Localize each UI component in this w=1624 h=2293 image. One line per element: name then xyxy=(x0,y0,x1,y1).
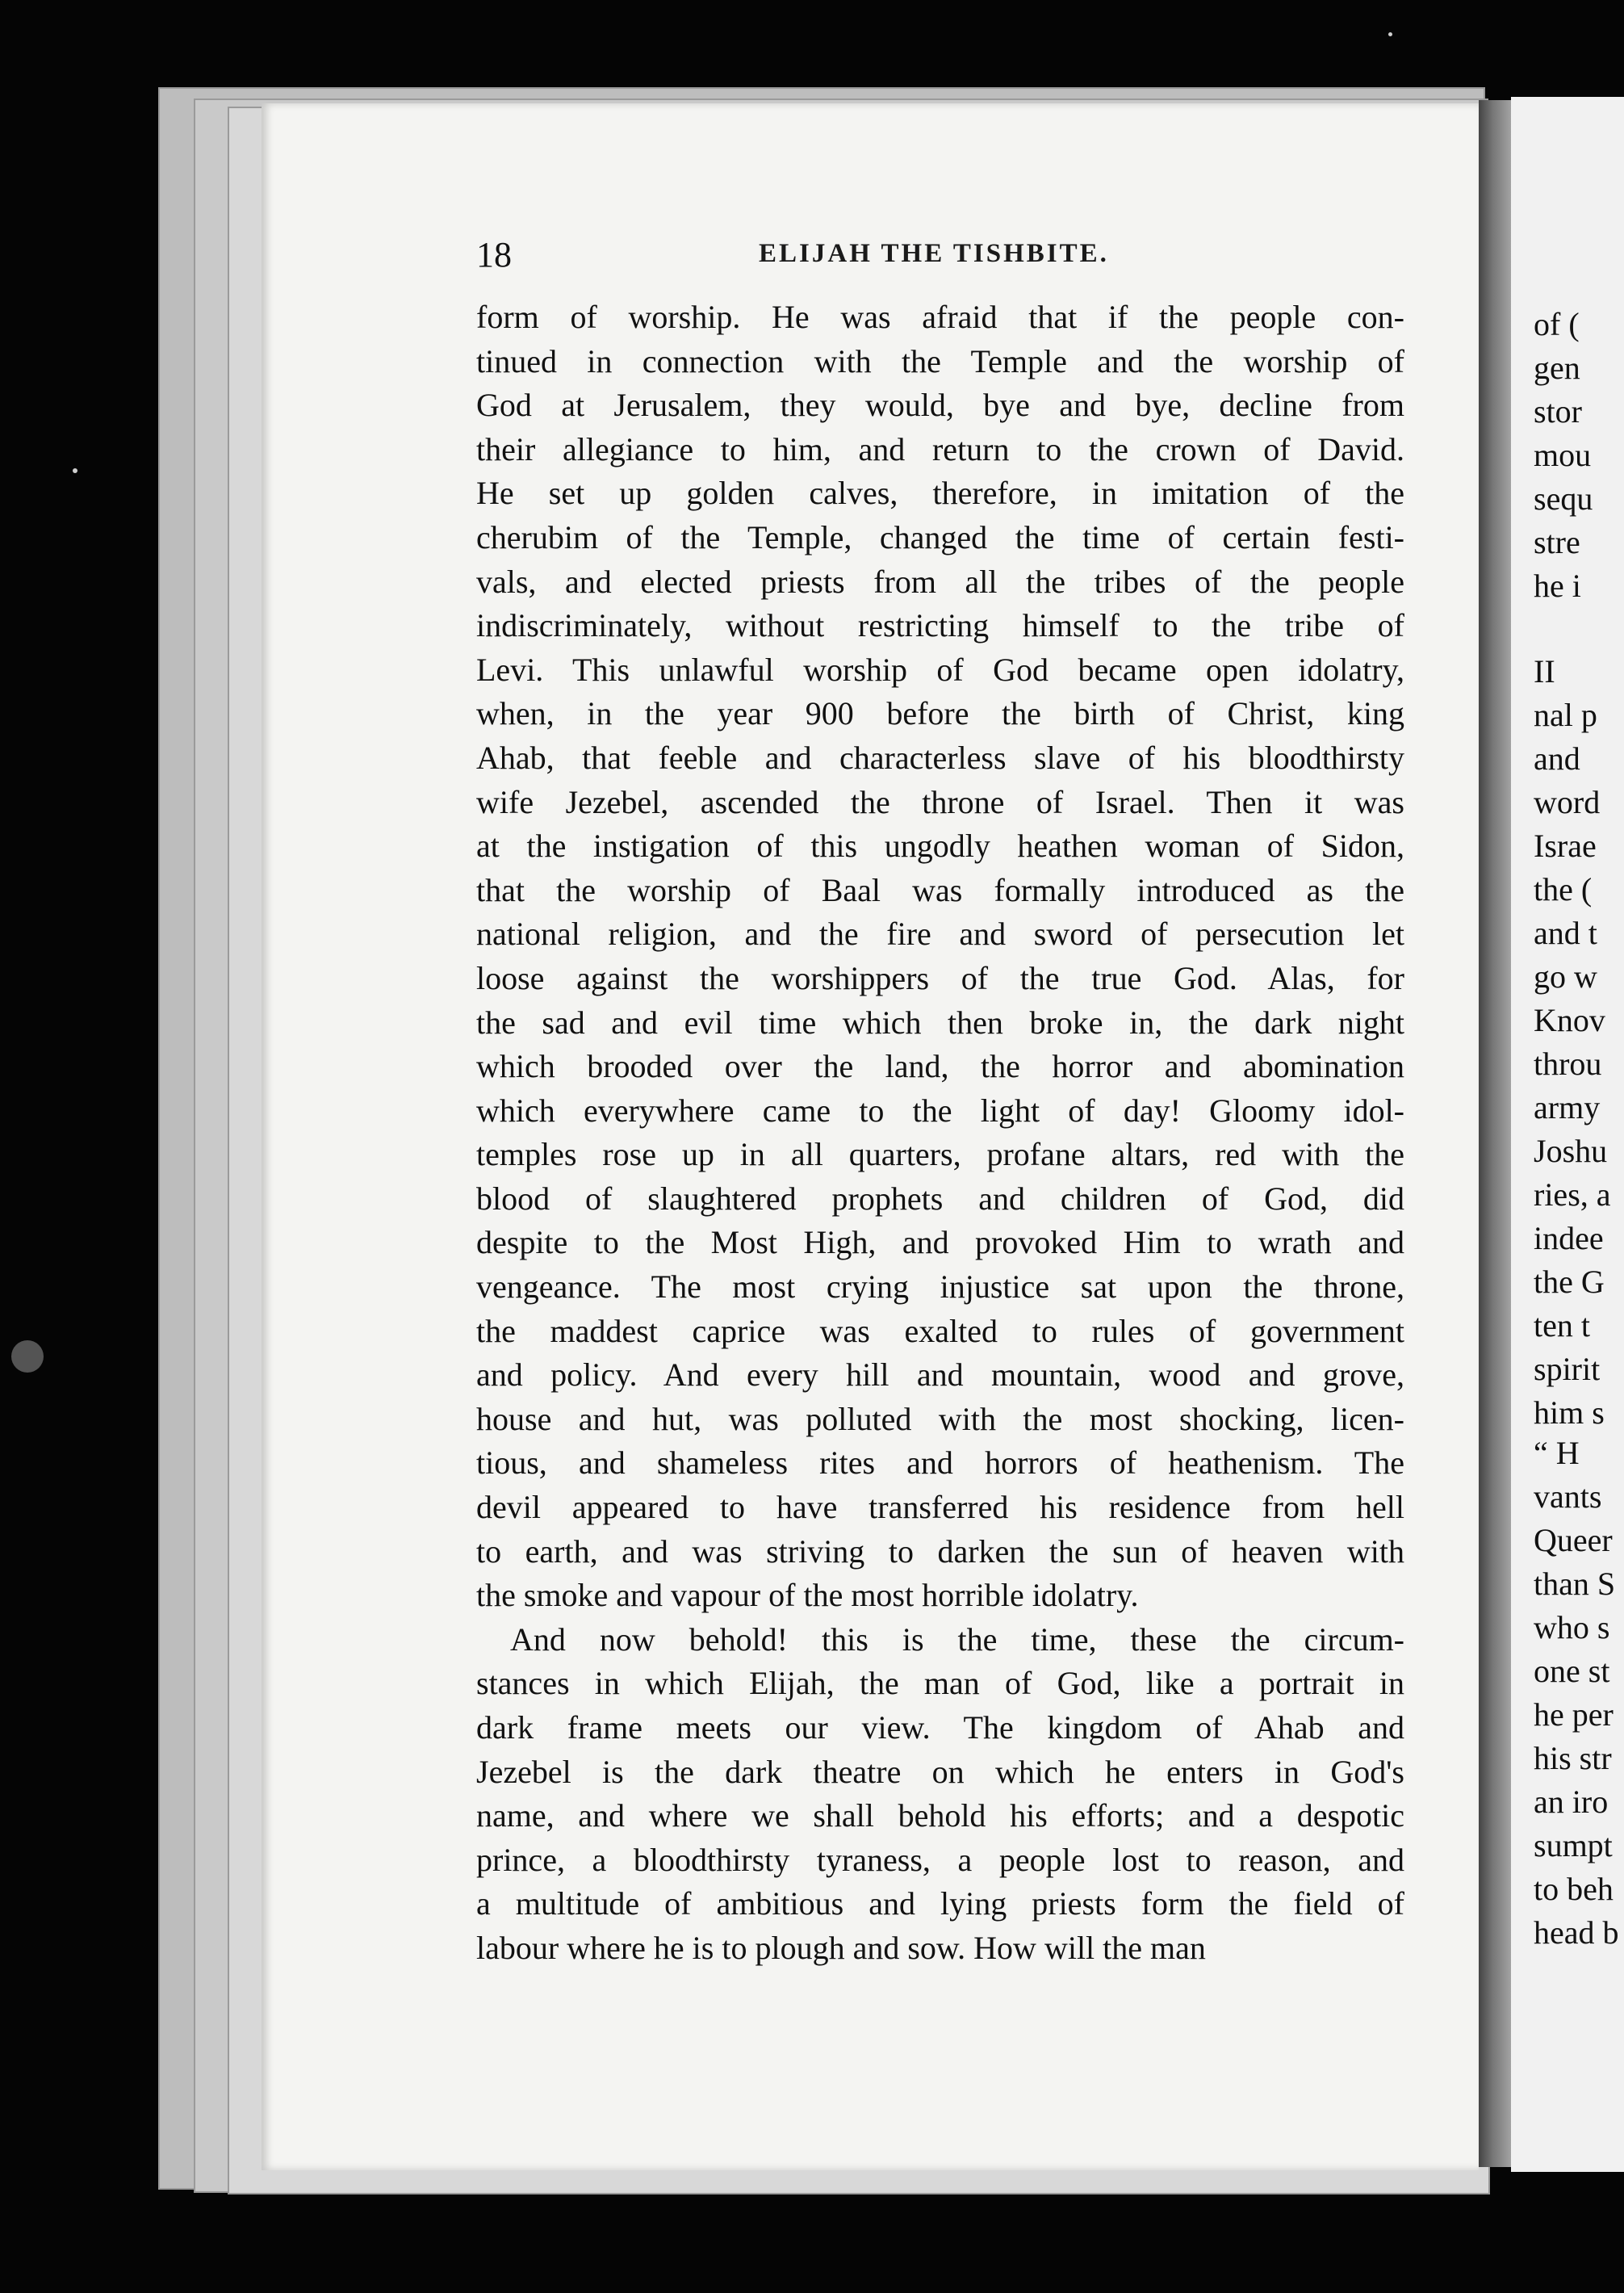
text-line: blood of slaughtered prophets and children of God, did xyxy=(476,1180,1404,1217)
facing-page-fragment: II xyxy=(1534,653,1555,690)
facing-page-fragment: an iro xyxy=(1534,1784,1609,1820)
text-line: He set up golden calves, therefore, in imitation of the xyxy=(476,475,1404,512)
text-line: indiscriminately, without restricting himself to the tribe of xyxy=(476,607,1404,644)
facing-page-fragment: spirit xyxy=(1534,1351,1601,1387)
facing-page-fragment: his str xyxy=(1534,1740,1612,1776)
text-line: Jezebel is the dark theatre on which he enters in God's xyxy=(476,1753,1404,1790)
book-gutter xyxy=(1479,100,1514,2167)
facing-page xyxy=(1511,97,1624,2172)
text-line: form of worship. He was afraid that if the people con- xyxy=(476,299,1404,335)
page-number: 18 xyxy=(476,235,512,275)
text-line: wife Jezebel, ascended the throne of Israel. Then it was xyxy=(476,783,1404,820)
facing-page-fragment: he per xyxy=(1534,1696,1614,1733)
facing-page-fragment: and t xyxy=(1534,915,1597,951)
text-line: that the worship of Baal was formally introduced as the xyxy=(476,871,1404,908)
facing-page-fragment: throu xyxy=(1534,1046,1602,1082)
facing-page-fragment: indee xyxy=(1534,1220,1604,1256)
text-line: Levi. This unlawful worship of God became open idolatry, xyxy=(476,651,1404,688)
text-line: house and hut, was polluted with the most shocking, licen- xyxy=(476,1400,1404,1437)
facing-page-fragment: army xyxy=(1534,1089,1601,1126)
facing-page-fragment: stre xyxy=(1534,524,1580,560)
text-line: which everywhere came to the light of day! Gloomy idol- xyxy=(476,1092,1404,1129)
facing-page-fragment: who s xyxy=(1534,1609,1610,1645)
facing-page-fragment: sumpt xyxy=(1534,1827,1613,1863)
facing-page-fragment: gen xyxy=(1534,350,1580,386)
facing-page-fragment: “ H xyxy=(1534,1435,1580,1471)
text-line: and policy. And every hill and mountain, wood and grove, xyxy=(476,1356,1404,1394)
text-line: despite to the Most High, and provoked Him to wrath and xyxy=(476,1224,1404,1261)
facing-page-fragment: than S xyxy=(1534,1566,1616,1602)
text-line: a multitude of ambitious and lying priests form the field of xyxy=(476,1885,1404,1922)
facing-page-fragment: Joshu xyxy=(1534,1133,1608,1169)
text-line: temples rose up in all quarters, profane altars, red with the xyxy=(476,1136,1404,1173)
facing-page-fragment: sequ xyxy=(1534,480,1593,517)
facing-page-fragment: mou xyxy=(1534,437,1592,473)
text-line: stances in which Elijah, the man of God, like a portrait in xyxy=(476,1665,1404,1702)
text-line: which brooded over the land, the horror and abomination xyxy=(476,1048,1404,1085)
text-line: God at Jerusalem, they would, bye and bye, decline from xyxy=(476,387,1404,424)
facing-page-fragment: to beh xyxy=(1534,1871,1614,1907)
text-line: vals, and elected priests from all the tribes of the people xyxy=(476,563,1404,600)
scan-speck xyxy=(11,1340,44,1373)
running-head-title: ELIJAH THE TISHBITE. xyxy=(759,239,1109,268)
facing-page-fragment: and xyxy=(1534,740,1580,777)
text-line: their allegiance to him, and return to the crown of David. xyxy=(476,430,1404,467)
text-line: prince, a bloodthirsty tyraness, a people lost to reason, and xyxy=(476,1841,1404,1878)
facing-page-fragment: word xyxy=(1534,784,1601,820)
facing-page-fragment: Knov xyxy=(1534,1002,1605,1038)
facing-page-fragment: the G xyxy=(1534,1264,1605,1300)
facing-page-fragment: go w xyxy=(1534,958,1597,995)
text-line: tinued in connection with the Temple and the worship of xyxy=(476,342,1404,379)
text-line: dark frame meets our view. The kingdom of Ahab and xyxy=(476,1709,1404,1746)
text-line: loose against the worshippers of the true God. Alas, for xyxy=(476,959,1404,996)
facing-page-fragment: nal p xyxy=(1534,697,1597,733)
facing-page-fragment: ries, a xyxy=(1534,1176,1611,1213)
text-line: cherubim of the Temple, changed the time of certain festi- xyxy=(476,518,1404,555)
facing-page-fragment: him s xyxy=(1534,1394,1605,1431)
text-line: when, in the year 900 before the birth of Christ, king xyxy=(476,695,1404,732)
facing-page-fragment: head b xyxy=(1534,1914,1619,1951)
facing-page-fragment: Israe xyxy=(1534,828,1597,864)
text-line: Ahab, that feeble and characterless slave of his bloodthirsty xyxy=(476,739,1404,776)
text-line: the maddest caprice was exalted to rules of government xyxy=(476,1312,1404,1349)
page-body-text xyxy=(476,296,1404,1971)
facing-page-fragment: one st xyxy=(1534,1653,1610,1689)
scan-speck xyxy=(73,468,77,473)
text-line: to earth, and was striving to darken the sun of heaven with xyxy=(476,1532,1404,1570)
facing-page-fragment: Queer xyxy=(1534,1522,1613,1558)
facing-page-fragment: the ( xyxy=(1534,871,1593,908)
running-head xyxy=(476,234,1404,279)
facing-page-fragment: ten t xyxy=(1534,1307,1590,1344)
text-line: the sad and evil time which then broke in, the dark night xyxy=(476,1004,1404,1041)
text-line: vengeance. The most crying injustice sat upon the throne, xyxy=(476,1268,1404,1306)
scan-speck xyxy=(1388,32,1392,36)
text-line: the smoke and vapour of the most horrible idolatry. xyxy=(476,1577,1139,1614)
text-line: name, and where we shall behold his efforts; and a despotic xyxy=(476,1797,1404,1834)
facing-page-fragment: of ( xyxy=(1534,306,1580,342)
text-line: tious, and shameless rites and horrors of heathenism. The xyxy=(476,1444,1404,1482)
facing-page-fragment: he i xyxy=(1534,568,1581,604)
text-line: national religion, and the fire and sword of persecution let xyxy=(476,916,1404,953)
text-line: devil appeared to have transferred his residence from hell xyxy=(476,1489,1404,1526)
facing-page-fragment: stor xyxy=(1534,393,1582,430)
text-line: at the instigation of this ungodly heathen woman of Sidon, xyxy=(476,828,1404,865)
text-line: labour where he is to plough and sow. How will the man xyxy=(476,1929,1206,1966)
text-line: And now behold! this is the time, these the circum- xyxy=(510,1620,1404,1658)
facing-page-fragment: vants xyxy=(1534,1478,1602,1515)
